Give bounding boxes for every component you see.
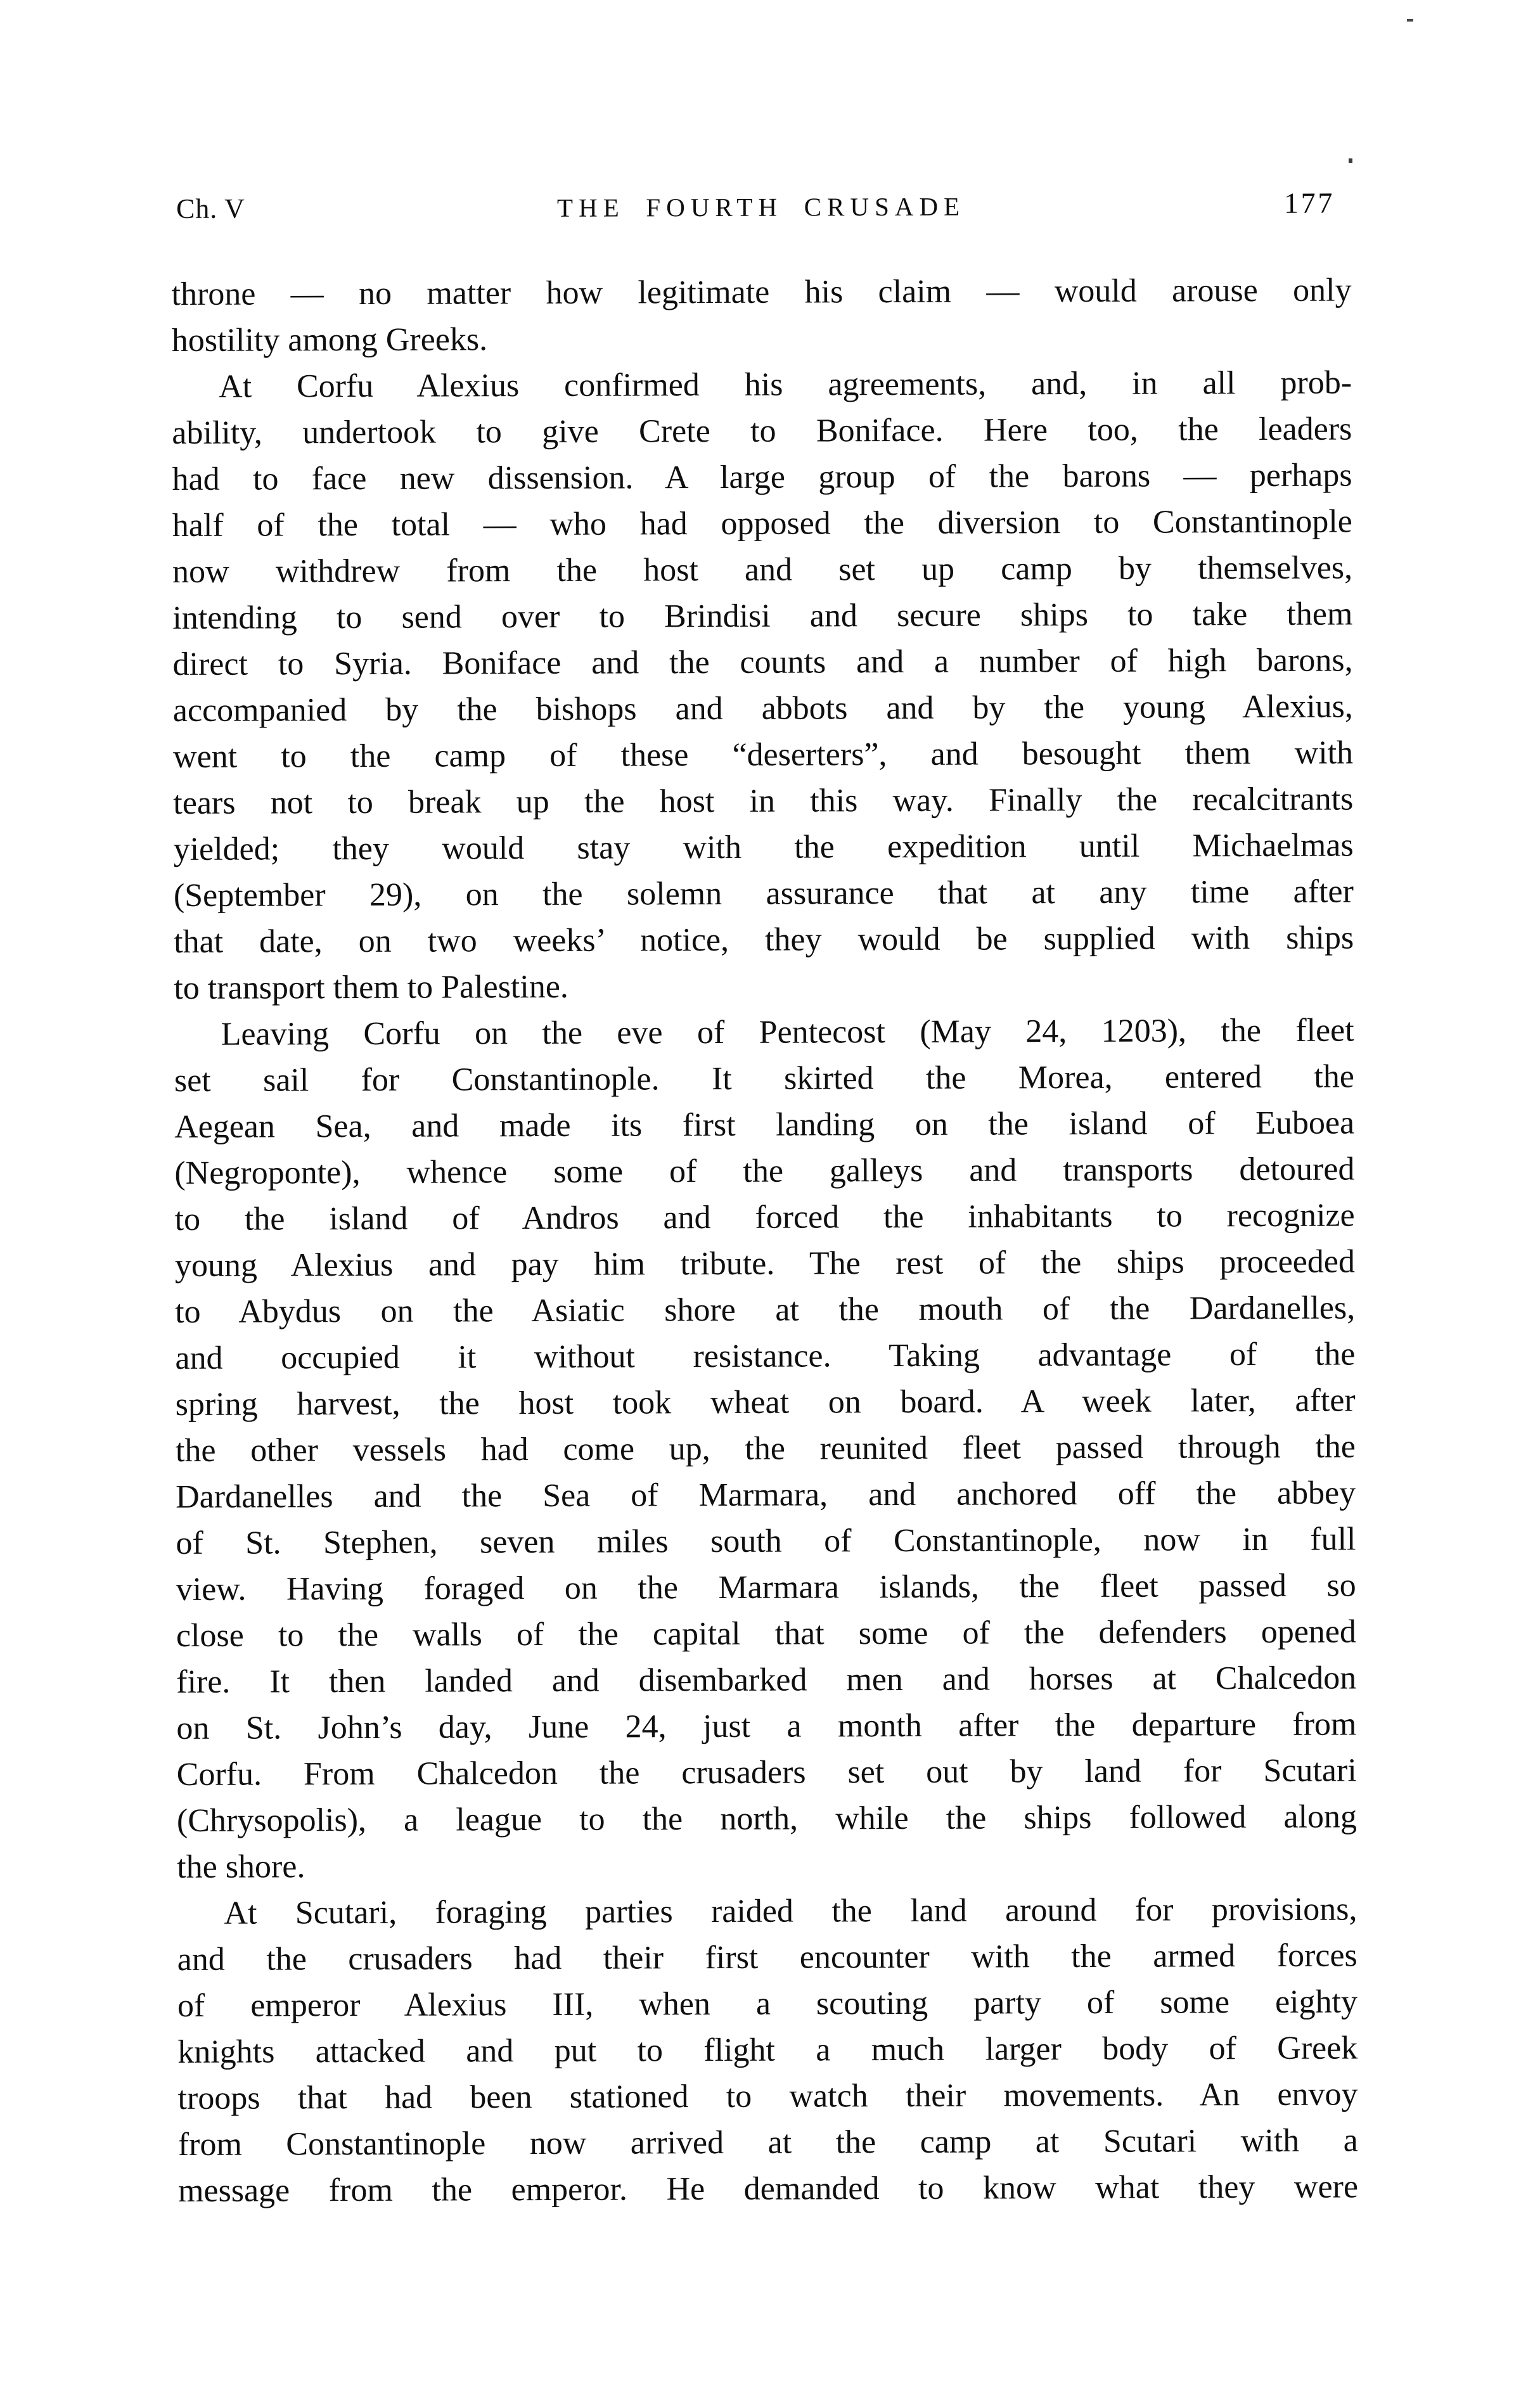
text-line: now withdrew from the host and set up camp by themselves, bbox=[172, 549, 1353, 590]
text-line: to transport them to Palestine. bbox=[174, 968, 568, 1006]
text-line: accompanied by the bishops and abbots and by the young Alexius, bbox=[172, 688, 1353, 729]
text-line: to the island of Andros and forced the inhabitants to recognize bbox=[174, 1197, 1355, 1238]
text-line: (Negroponte), whence some of the galleys and transports detoured bbox=[174, 1151, 1355, 1191]
text-line: and the crusaders had their first encounter with the armed forces bbox=[177, 1937, 1357, 1978]
text-line: and occupied it without resistance. Taking advantage of the bbox=[175, 1336, 1356, 1376]
paragraph bbox=[177, 1886, 1358, 2213]
text-line: the shore. bbox=[177, 1848, 305, 1885]
scan-speck bbox=[1407, 19, 1413, 22]
text-line: went to the camp of these “deserters”, and besought them with bbox=[173, 734, 1354, 775]
paragraph bbox=[171, 267, 1351, 363]
text-line: ability, undertook to give Crete to Boniface. Here too, the leaders bbox=[172, 411, 1352, 451]
text-line: At Scutari, foraging parties raided the land around for provisions, bbox=[224, 1891, 1357, 1931]
text-line: tears not to break up the host in this way. Finally the recalcitrants bbox=[173, 781, 1354, 821]
text-line: direct to Syria. Boniface and the counts and a number of high barons, bbox=[172, 642, 1353, 682]
text-line: Aegean Sea, and made its first landing on the island of Euboea bbox=[174, 1105, 1355, 1145]
paragraph bbox=[172, 359, 1354, 1011]
paragraph bbox=[174, 1007, 1357, 1890]
text-line: of emperor Alexius III, when a scouting party of some eighty bbox=[177, 1983, 1358, 2024]
scan-speck bbox=[1349, 158, 1352, 163]
text-line: to Abydus on the Asiatic shore at the mouth of the Dardanelles, bbox=[175, 1290, 1356, 1330]
running-head bbox=[171, 186, 1351, 228]
text-line: knights attacked and put to flight a much larger body of Greek bbox=[177, 2030, 1358, 2070]
text-line: of St. Stephen, seven miles south of Constantinople, now in full bbox=[176, 1521, 1356, 1561]
page-content bbox=[171, 186, 1359, 2281]
text-line: Corfu. From Chalcedon the crusaders set out by land for Scutari bbox=[176, 1752, 1357, 1793]
text-line: At Corfu Alexius confirmed his agreements, and, in all prob- bbox=[218, 364, 1352, 405]
body-text bbox=[171, 267, 1358, 2213]
text-line: spring harvest, the host took wheat on board. A week later, after bbox=[175, 1382, 1356, 1423]
text-line: from Constantinople now arrived at the camp at Scutari with a bbox=[177, 2122, 1358, 2163]
text-line: that date, on two weeks’ notice, they would be supplied with ships bbox=[174, 919, 1354, 960]
text-line: close to the walls of the capital that some of the defenders opened bbox=[176, 1613, 1357, 1654]
text-line: fire. It then landed and disembarked men and horses at Chalcedon bbox=[176, 1660, 1357, 1700]
page-number: 177 bbox=[1283, 186, 1335, 219]
chapter-label: Ch. V bbox=[176, 193, 245, 224]
text-line: throne — no matter how legitimate his claim — would arouse only bbox=[171, 272, 1352, 312]
text-line: view. Having foraged on the Marmara islands, the fleet passed so bbox=[176, 1567, 1356, 1608]
text-line: Dardanelles and the Sea of Marmara, and anchored off the abbey bbox=[176, 1475, 1356, 1515]
running-title: THE FOURTH CRUSADE bbox=[556, 191, 966, 222]
text-line: (September 29), on the solemn assurance that at any time after bbox=[173, 873, 1354, 914]
text-line: young Alexius and pay him tribute. The rest of the ships proceeded bbox=[174, 1243, 1356, 1284]
text-line: troops that had been stationed to watch their movements. An envoy bbox=[177, 2076, 1358, 2117]
text-line: half of the total — who had opposed the diversion to Constantinople bbox=[172, 503, 1352, 544]
text-line: had to face new dissension. A large group of the barons — perhaps bbox=[172, 457, 1352, 497]
text-line: yielded; they would stay with the expedition until Michaelmas bbox=[173, 827, 1354, 868]
text-line: Leaving Corfu on the eve of Pentecost (May 24, 1203), the fleet bbox=[221, 1012, 1354, 1053]
text-line: (Chrysopolis), a league to the north, while the ships followed along bbox=[176, 1798, 1357, 1839]
text-line: message from the emperor. He demanded to know what they were bbox=[177, 2168, 1359, 2209]
text-line: the other vessels had come up, the reunited fleet passed through the bbox=[175, 1428, 1356, 1469]
text-line: set sail for Constantinople. It skirted the Morea, entered the bbox=[174, 1058, 1354, 1099]
text-line: intending to send over to Brindisi and secure ships to take them bbox=[172, 596, 1353, 636]
text-line: on St. John’s day, June 24, just a month after the departure from bbox=[176, 1706, 1357, 1746]
text-line: hostility among Greeks. bbox=[171, 321, 488, 359]
